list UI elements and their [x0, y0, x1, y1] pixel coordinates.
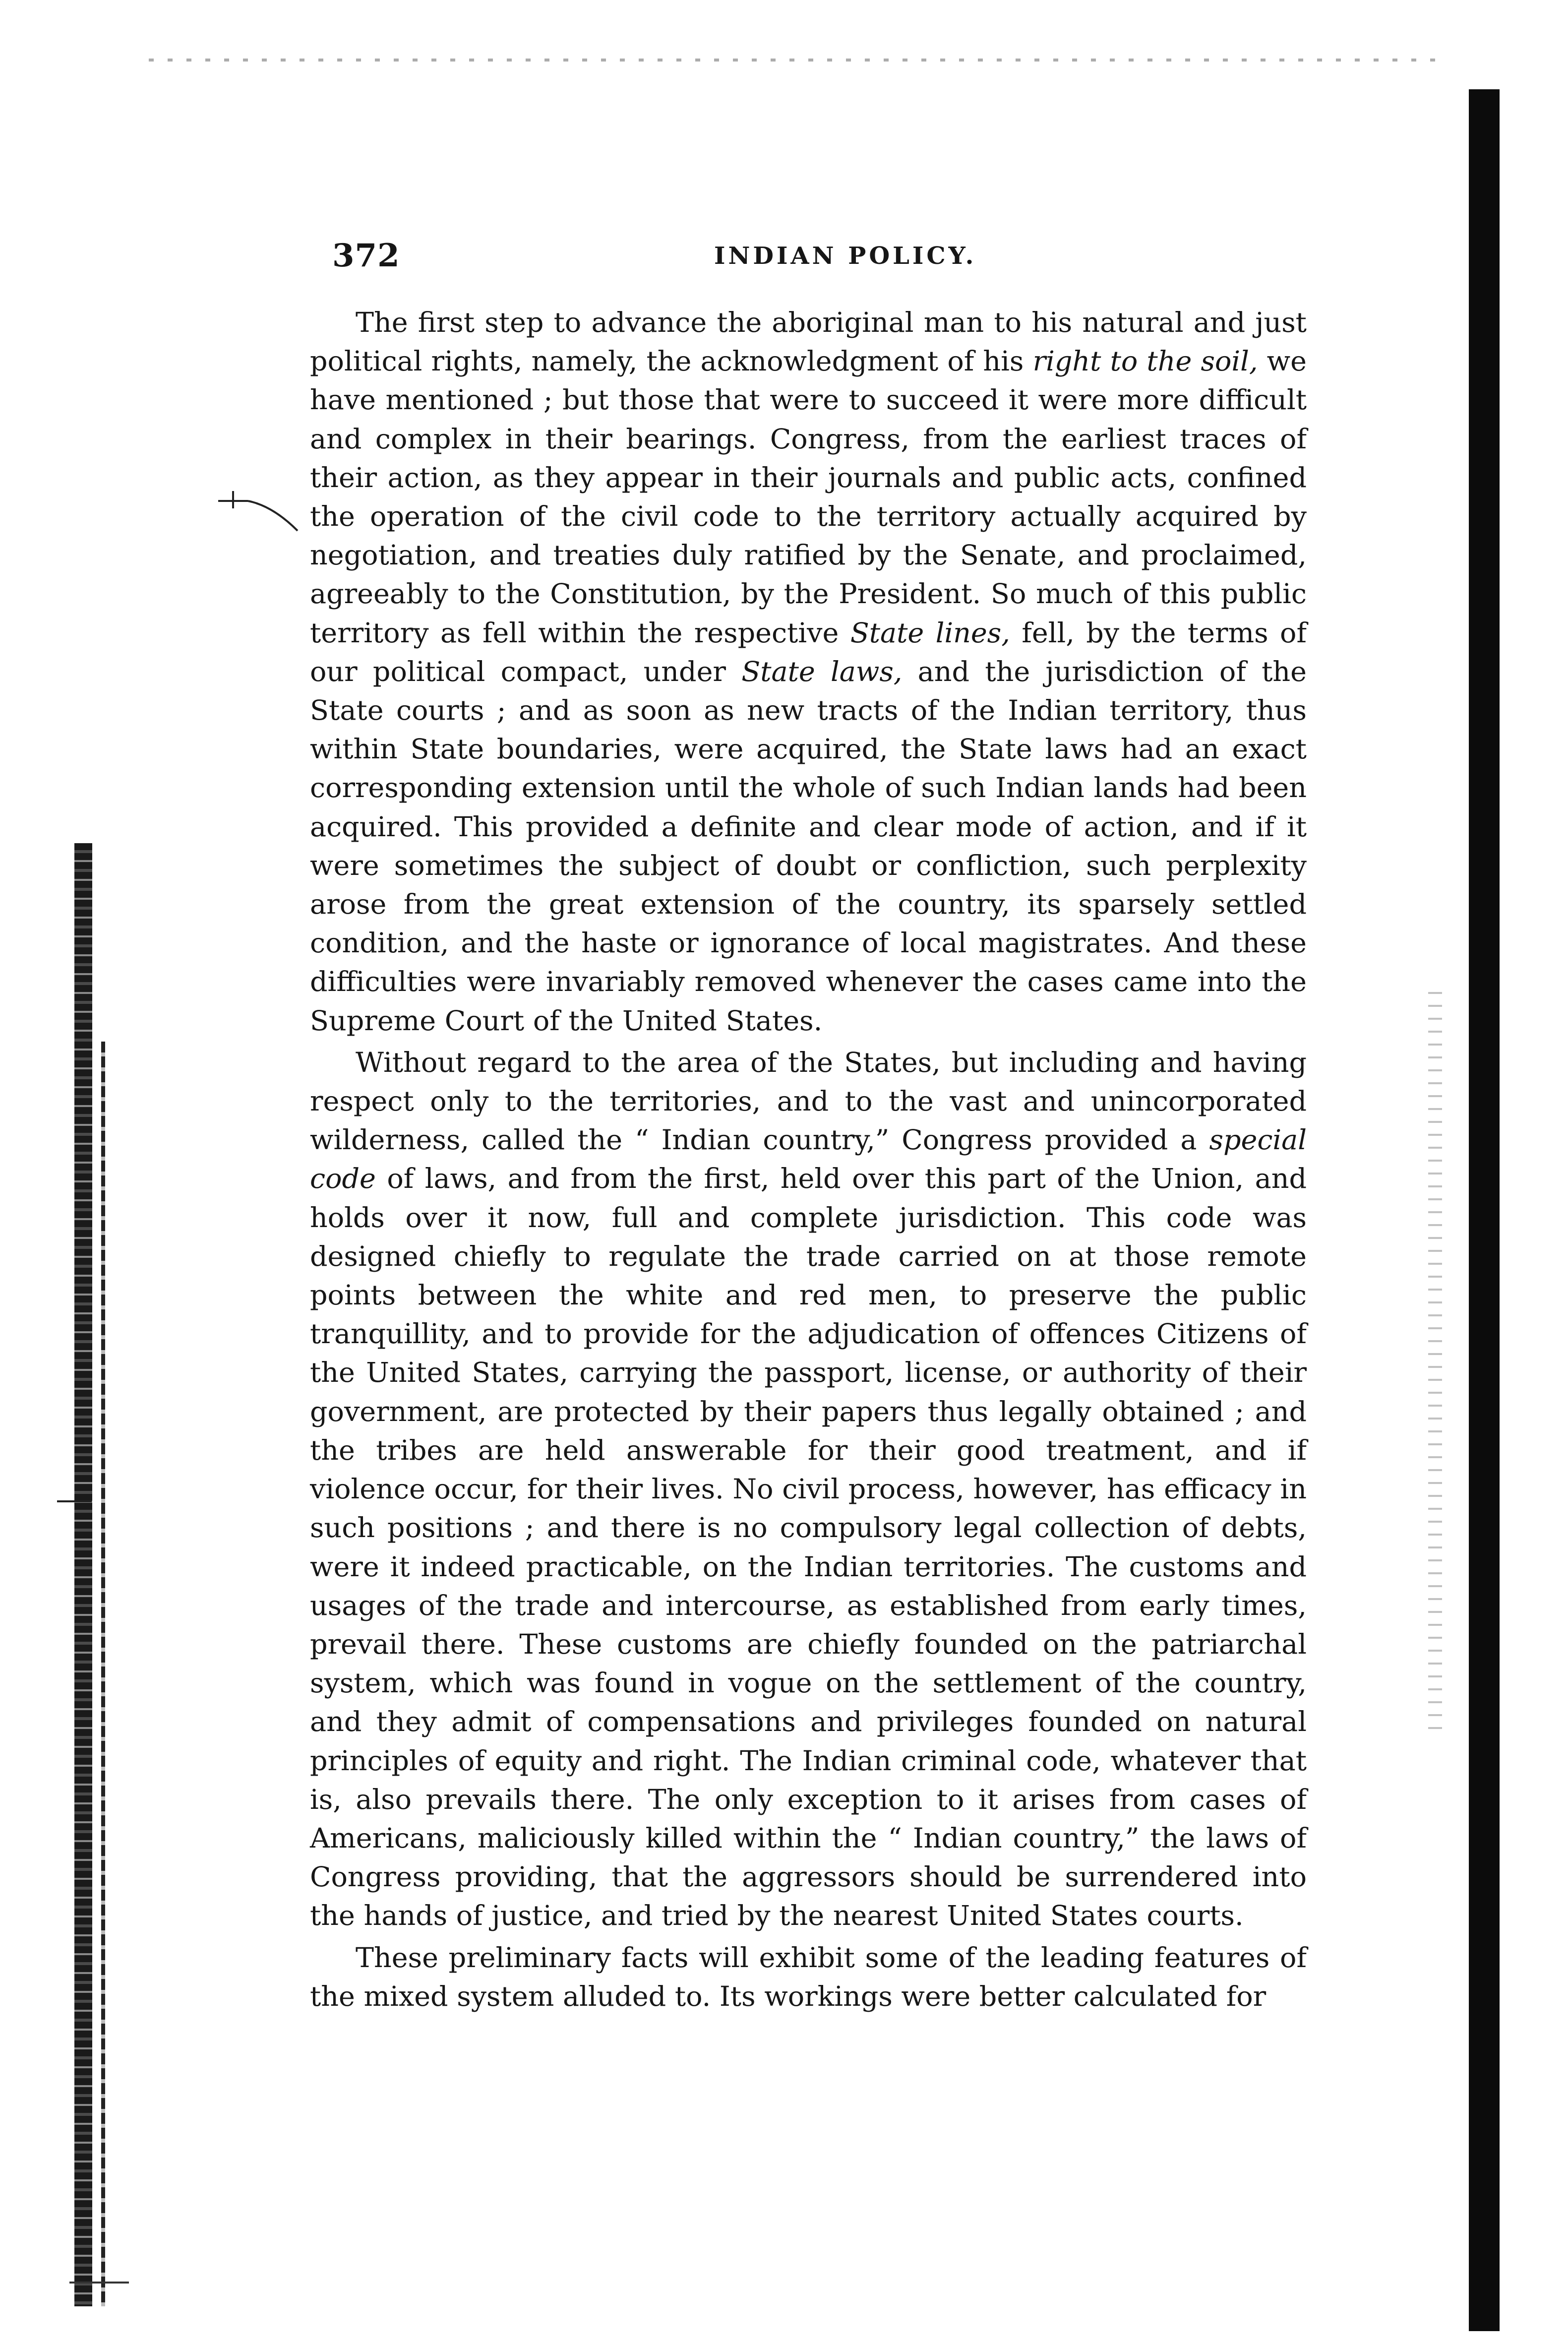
scan-edge-line-bottom-left: [69, 2282, 129, 2284]
scan-edge-artifact-top: [149, 59, 1438, 62]
body-text: [310, 304, 1307, 2016]
text-run: of laws, and from the first, held over this part of the Union, and holds over it now, full and complete jurisdiction. This code was designed chiefly to regulate the trade carried on at those remote points between the white and red men, to preserve the public tranquillity, and to provide for the adjudication of offences Citizens of the United States, carrying the passport, license, or authority of their government, are protected by their papers thus legally obtained ; and the tribes are held answerable for their good treatment, and if violence occur, for their lives. No civil process, however, has efficacy in such positions ; and there is no compulsory legal collection of debts, were it indeed practicable, on the Indian territories. The customs and usages of the trade and intercourse, as established from early times, prevail there. These customs are chiefly founded on the patriarchal system, which was found in vogue on the settlement of the country, and they admit of compensations and privileges founded on natural principles of equity and right. The Indian criminal code, whatever that is, also prevails there. The only exception to it arises from cases of Americans, maliciously killed within the “ Indian country,” the laws of Congress providing, that the aggressors should be surrendered into the hands of justice, and tried by the nearest United States courts.: [310, 1163, 1307, 1932]
paragraph: [310, 304, 1307, 1041]
page-header: [327, 232, 1443, 287]
running-head: INDIAN POLICY.: [714, 242, 977, 270]
text-run-italic: State laws,: [741, 655, 903, 688]
text-run: These preliminary facts will exhibit some of the leading features of the mixed system alluded to. Its workings were better calculated for: [310, 1941, 1307, 2013]
paragraph: [310, 1939, 1307, 2016]
scan-binding-left-inner: [101, 1042, 105, 2306]
text-run-italic: special code: [310, 1124, 1307, 1195]
text-run-italic: right to the soil,: [1032, 345, 1258, 378]
paragraph: [310, 1044, 1307, 1936]
scan-binding-left: [74, 843, 92, 2306]
text-run: and the jurisdiction of the State courts ; and as soon as new tracts of the Indian territory, thus within State boundaries, were acquired, the State laws had an exact corresponding extension until the whole of such Indian lands had been acquired. This provided a definite and clear mode of action, and if it were sometimes the subject of doubt or confliction, such perplexity arose from the great extension of the country, its sparsely settled condition, and the haste or ignorance of local magistrates. And these difficulties were invariably removed whenever the cases came into the Supreme Court of the United States.: [310, 655, 1307, 1037]
scan-noise-right: [1428, 992, 1442, 1736]
margin-tick-mark: [57, 1500, 92, 1502]
scan-edge-shadow-right: [1469, 89, 1500, 2331]
text-run-italic: State lines,: [850, 617, 1010, 649]
margin-pencil-mark: [213, 486, 312, 536]
text-run: Without regard to the area of the States, but including and having respect only to the territories, and to the vast and unincorporated wilderness, called the “ Indian country,” Congress provided a: [310, 1046, 1307, 1157]
text-run: we have mentioned ; but those that were to succeed it were more difficult and complex in their bearings. Congress, from the earliest traces of their action, as they appear in their journals and public acts, confined the operation of the civil code to the territory actually acquired by negotiation, and treaties duly ratified by the Senate, and proclaimed, agreeably to the Constitution, by the President. So much of this public territory as fell within the respective: [310, 345, 1307, 649]
text-run: The first step to advance the aboriginal man to his natural and just political rights, namely, the acknowledgment of his: [310, 307, 1307, 378]
page-number: 372: [332, 237, 400, 274]
text-run: fell, by the terms of our political compact, under: [310, 617, 1307, 688]
